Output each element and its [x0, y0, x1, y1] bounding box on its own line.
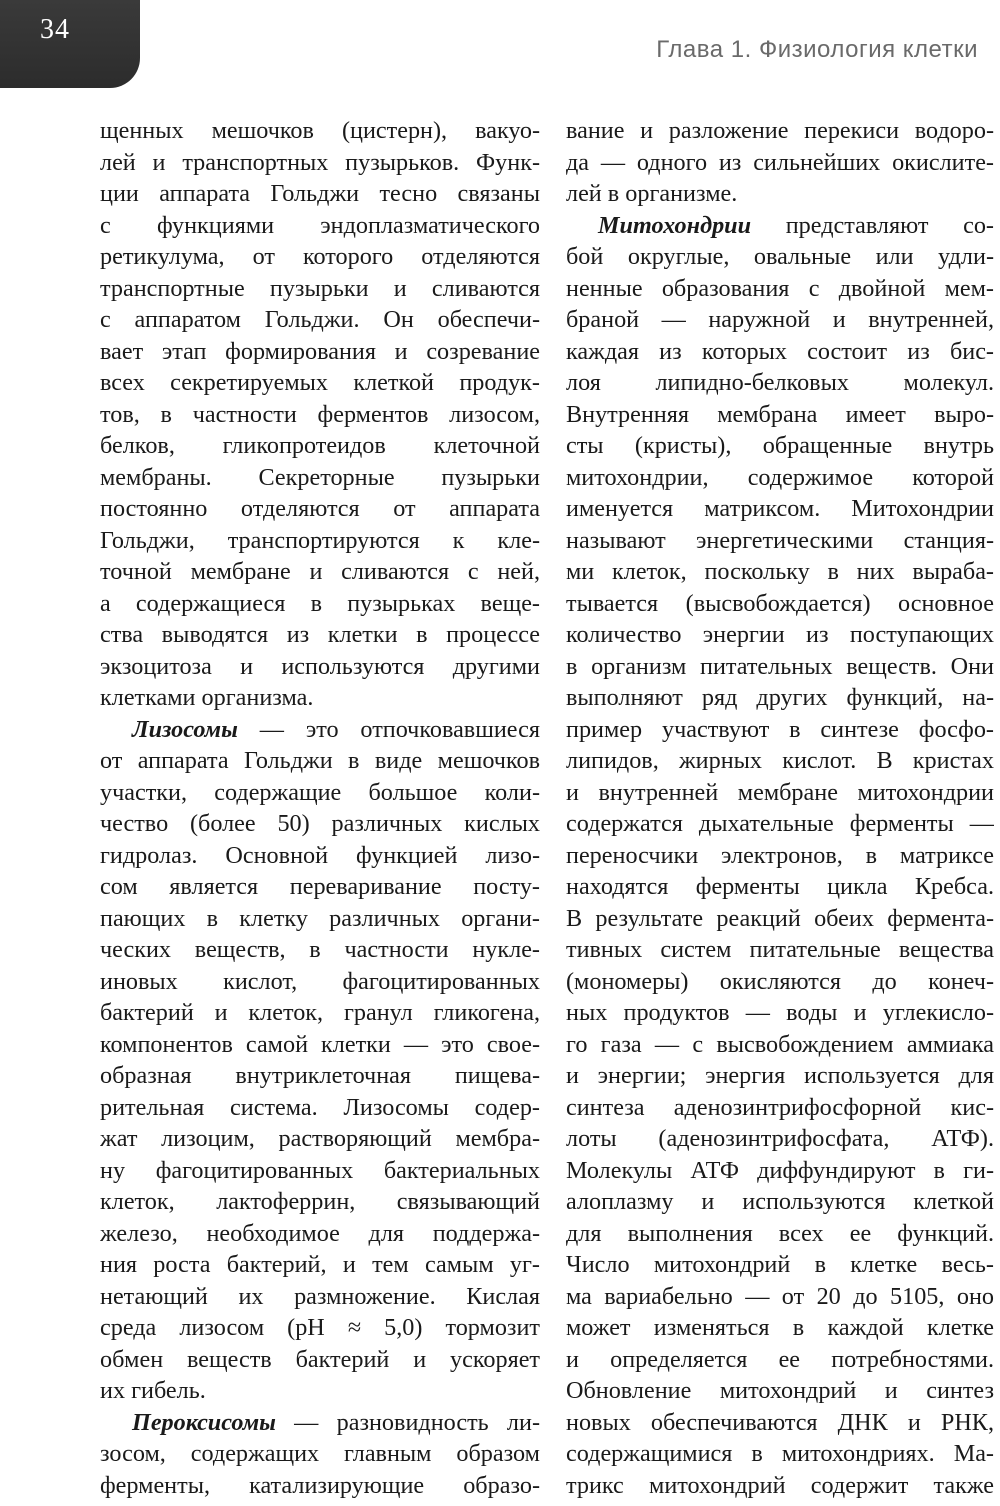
paragraph-line: Гольджи, транспортируются к кле- [100, 526, 540, 554]
paragraph-line: (мономеры) окисляются до конеч- [566, 967, 994, 995]
paragraph-line: ферменты, катализирующие образо- [100, 1471, 540, 1499]
paragraph-line: железо, необходимое для поддержа- [100, 1219, 540, 1247]
paragraph-line: среда лизосом (pH ≈ 5,0) тормозит [100, 1314, 540, 1341]
paragraph-line: экзоцитоза и используются другими [100, 652, 540, 680]
paragraph-line: клеток, лактоферрин, связывающий [100, 1188, 540, 1215]
paragraph-line: митохондрии, содержимое которой [566, 463, 994, 491]
paragraph-line: содержатся дыхательные ферменты — [566, 810, 994, 837]
paragraph-line: точной мембране и сливаются с ней, [100, 558, 540, 585]
paragraph-line: а содержащиеся в пузырьках веще- [100, 589, 540, 617]
paragraph-line: обмен веществ бактерий и ускоряет [100, 1345, 540, 1373]
paragraph-line: лей и транспортных пузырьков. Функ- [100, 148, 540, 176]
paragraph-line: и определяется ее потребностями. [566, 1345, 994, 1373]
paragraph-line: тивных систем питательные вещества [566, 936, 994, 963]
lysosomes-paragraph [100, 714, 540, 1407]
paragraph-line: ства выводятся из клетки в процессе [100, 621, 540, 648]
paragraph-line: В результате реакций обеих фермента- [566, 904, 994, 932]
paragraph-line: постоянно отделяются от аппарата [100, 495, 540, 522]
paragraph-line: новых обеспечиваются ДНК и РНК, [566, 1408, 994, 1436]
paragraph-line: находятся ферменты цикла Кребса. [566, 873, 994, 900]
paragraph-line: липидов, жирных кислот. В кристах [566, 747, 994, 774]
paragraph-line: содержащимися в митохондриях. Ма- [566, 1440, 994, 1467]
paragraph-line: с аппаратом Гольджи. Он обеспечи- [100, 306, 540, 333]
chapter-running-header: Глава 1. Физиология клетки [656, 36, 978, 63]
paragraph-line: называют энергетическими станция- [566, 526, 994, 554]
paragraph-line: ну фагоцитированных бактериальных [100, 1156, 540, 1184]
paragraph-line: их гибель. [100, 1377, 206, 1404]
paragraph-line: с функциями эндоплазматического [100, 211, 540, 239]
lysosomes-first-line-text: — это отпочковавшиеся [237, 715, 540, 743]
paragraph-line: может изменяться в каждой клетке [566, 1314, 994, 1341]
paragraph-line: лоты (аденозинтрифосфата, АТФ). [566, 1125, 994, 1152]
paragraph-line: в организм питательных веществ. Они [566, 652, 994, 680]
paragraph-line [566, 210, 994, 242]
paragraph-line: тов, в частности ферментов лизосом, [100, 400, 540, 428]
paragraph-line: браной — наружной и внутренней, [566, 306, 994, 333]
peroxisomes-continued-paragraph [566, 115, 994, 210]
paragraph-line: бактерий и клеток, гранул гликогена, [100, 999, 540, 1026]
paragraph-line: ных продуктов — воды и углекисло- [566, 999, 994, 1026]
paragraph-line: и внутренней мембране митохондрии [566, 778, 994, 806]
paragraph-line: и энергии; энергия используется для [566, 1062, 994, 1089]
paragraph-line: транспортные пузырьки и сливаются [100, 274, 540, 302]
paragraph-line: переносчики электронов, в матриксе [566, 841, 994, 869]
paragraph-line: мембраны. Секреторные пузырьки [100, 463, 540, 491]
paragraph-line: зосом, содержащих главным образом [100, 1440, 540, 1467]
peroxisomes-paragraph [100, 1407, 540, 1502]
paragraph-line: вание и разложение перекиси водоро- [566, 117, 994, 144]
paragraph-line: лей в организме. [566, 180, 738, 207]
paragraph-line: образная внутриклеточная пищева- [100, 1062, 540, 1089]
paragraph-line: гидролаз. Основной функцией лизо- [100, 841, 540, 869]
paragraph-line: синтеза аденозинтрифосфорной кис- [566, 1093, 994, 1121]
paragraph-line: участки, содержащие большое коли- [100, 778, 540, 806]
paragraph-line: каждая из которых состоит из бис- [566, 337, 994, 365]
paragraph-line: ции аппарата Гольджи тесно связаны [100, 180, 540, 207]
paragraph-line: лоя липидно-белковых молекул. [566, 369, 994, 396]
paragraph-line: количество энергии из поступающих [566, 621, 994, 648]
paragraph-line: ретикулума, от которого отделяются [100, 243, 540, 270]
peroxisomes-first-line-text: — разновидность ли- [275, 1408, 540, 1436]
paragraph-line: го газа — с высвобождением аммиака [566, 1030, 994, 1058]
mitochondria-paragraph [566, 210, 994, 1502]
paragraph-line: щенных мешочков (цистерн), вакуо- [100, 117, 540, 144]
paragraph-line: клетками организма. [100, 684, 314, 711]
paragraph-line: нетающий их размножение. Кислая [100, 1282, 540, 1310]
paragraph-line: выполняют ряд других функций, на- [566, 684, 994, 711]
paragraph-line: сом является переваривание посту- [100, 873, 540, 900]
page-number: 34 [40, 14, 70, 45]
paragraph-line: трикс митохондрий содержит также [566, 1471, 994, 1499]
paragraph-line [100, 714, 540, 746]
mitochondria-first-line-text: представляют со- [751, 211, 994, 239]
paragraph-line: вает этап формирования и созревание [100, 337, 540, 365]
paragraph-line: алоплазму и используются клеткой [566, 1188, 994, 1215]
paragraph-line: именуется матриксом. Митохондрии [566, 495, 994, 522]
paragraph-line: белков, гликопротеидов клеточной [100, 432, 540, 459]
right-column [566, 115, 994, 1501]
paragraph-line: ма вариабельно — от 20 до 5105, оно [566, 1282, 994, 1310]
paragraph-line: Обновление митохондрий и синтез [566, 1377, 994, 1404]
paragraph-line: для выполнения всех ее функций. [566, 1219, 994, 1247]
left-column [100, 115, 540, 1501]
paragraph-line: ческих веществ, в частности нукле- [100, 936, 540, 963]
paragraph-line: жат лизоцим, растворяющий мембра- [100, 1125, 540, 1152]
paragraph-line: рительная система. Лизосомы содер- [100, 1093, 540, 1121]
paragraph-line: иновых кислот, фагоцитированных [100, 967, 540, 995]
paragraph-line: ния роста бактерий, и тем самым уг- [100, 1251, 540, 1278]
term-peroxisomes: Пероксисомы [132, 1408, 276, 1436]
paragraph-line: ненные образования с двойной мем- [566, 274, 994, 302]
term-mitochondria: Митохондрии [598, 211, 752, 239]
paragraph-line: пающих в клетку различных органи- [100, 904, 540, 932]
page-number-tab [0, 0, 140, 88]
paragraph-line: всех секретируемых клеткой продук- [100, 369, 540, 396]
term-lysosomes: Лизосомы [132, 715, 238, 743]
paragraph-line: пример участвуют в синтезе фосфо- [566, 715, 994, 743]
paragraph-line: тывается (высвобождается) основное [566, 589, 994, 617]
paragraph-line: бой округлые, овальные или удли- [566, 243, 994, 270]
paragraph-line: ми клеток, поскольку в них выраба- [566, 558, 994, 585]
paragraph-line: сты (кристы), обращенные внутрь [566, 432, 994, 459]
paragraph-line: компонентов самой клетки — это свое- [100, 1030, 540, 1058]
golgi-paragraph [100, 115, 540, 714]
paragraph-line [100, 1407, 540, 1439]
paragraph-line: да — одного из сильнейших окислите- [566, 148, 994, 176]
paragraph-line: от аппарата Гольджи в виде мешочков [100, 747, 540, 774]
paragraph-line: чество (более 50) различных кислых [100, 810, 540, 837]
paragraph-line: Число митохондрий в клетке весь- [566, 1251, 994, 1278]
paragraph-line: Молекулы АТФ диффундируют в ги- [566, 1156, 994, 1184]
paragraph-line: Внутренняя мембрана имеет выро- [566, 400, 994, 428]
